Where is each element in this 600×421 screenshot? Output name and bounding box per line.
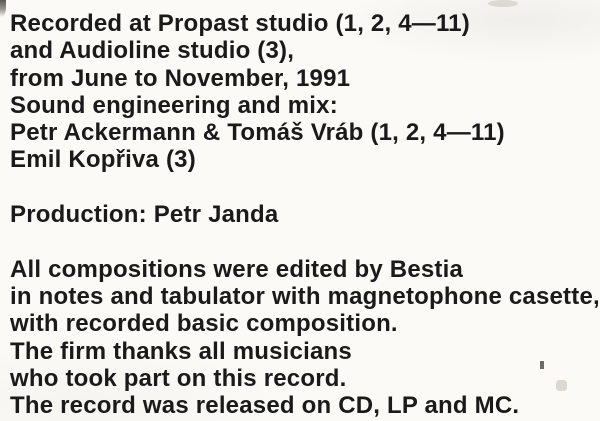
text-line-production: Production: Petr Janda	[10, 201, 279, 229]
text-line-released-on: The record was released on CD, LP and MC.	[10, 392, 520, 420]
text-line-firm-thanks: The firm thanks all musicians	[10, 337, 352, 365]
text-line-and-audioline: and Audioline studio (3),	[10, 37, 295, 65]
text-line-took-part: who took part on this record.	[10, 364, 347, 392]
text-line-engineers: Petr Ackermann & Tomáš Vráb (1, 2, 4—11)	[10, 119, 505, 147]
production-credit-paragraph	[10, 201, 600, 228]
scan-smudge-top-left	[0, 0, 6, 17]
text-line-engineer-2: Emil Kopřiva (3)	[10, 146, 196, 174]
release-notes-paragraph	[10, 256, 600, 420]
recording-credits-paragraph	[10, 10, 600, 174]
text-line-recorded-at: Recorded at Propast studio (1, 2, 4—11)	[10, 10, 470, 37]
text-line-notes-tabulator: in notes and tabulator with magnetophone casette,	[10, 282, 600, 310]
text-line-dates: from June to November, 1991	[10, 64, 351, 92]
scan-smudge-top-right	[488, 0, 518, 7]
text-line-compositions: All compositions were edited by Bestia	[10, 255, 464, 283]
text-line-basic-composition: with recorded basic composition.	[10, 310, 398, 338]
text-line-sound-engineering: Sound engineering and mix:	[10, 91, 338, 119]
liner-notes-text	[10, 10, 600, 419]
